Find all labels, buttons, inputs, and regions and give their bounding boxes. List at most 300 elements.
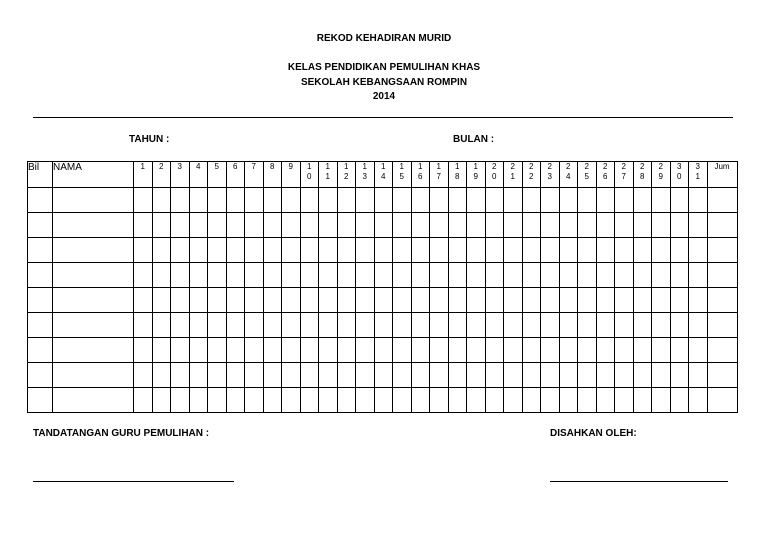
day-digit: 4 [381,172,386,181]
attendance-cell [282,263,301,288]
attendance-cell [337,263,356,288]
attendance-cell [522,288,541,313]
attendance-cell [430,263,449,288]
attendance-cell [319,363,338,388]
attendance-cell [448,213,467,238]
attendance-cell [152,288,171,313]
attendance-cell [689,363,708,388]
attendance-cell [689,238,708,263]
attendance-cell [522,238,541,263]
attendance-cell [356,213,375,238]
attendance-cell [189,263,208,288]
attendance-cell [226,238,245,263]
bil-cell [28,388,53,413]
day-digit: 5 [584,172,589,181]
attendance-cell [356,188,375,213]
attendance-cell [689,188,708,213]
attendance-cell [393,263,412,288]
attendance-cell [411,188,430,213]
attendance-cell [263,213,282,238]
attendance-cell [374,288,393,313]
attendance-cell [134,263,153,288]
attendance-cell [152,263,171,288]
attendance-cell [670,188,689,213]
day-digit: 2 [603,162,608,171]
attendance-cell [633,363,652,388]
attendance-cell [522,313,541,338]
attendance-cell [504,313,523,338]
attendance-cell [485,238,504,263]
attendance-cell [689,313,708,338]
column-header-day [504,162,523,188]
attendance-cell [152,313,171,338]
attendance-cell [337,213,356,238]
bil-cell [28,238,53,263]
table-row [28,263,738,288]
day-digit: 1 [307,162,312,171]
attendance-cell [300,288,319,313]
day-digit: 1 [399,162,404,171]
attendance-cell [411,213,430,238]
attendance-cell [189,288,208,313]
attendance-cell [559,388,578,413]
year: 2014 [372,91,396,102]
attendance-cell [578,363,597,388]
attendance-cell [356,338,375,363]
attendance-cell [374,213,393,238]
attendance-cell [467,263,486,288]
column-header-day [171,162,190,188]
attendance-cell [485,338,504,363]
day-digit: 6 [418,172,423,181]
day-digit: 8 [640,172,645,181]
day-digit: 7 [436,172,441,181]
attendance-cell [633,238,652,263]
attendance-cell [522,338,541,363]
column-header-day [522,162,541,188]
bil-cell [28,338,53,363]
attendance-cell [485,188,504,213]
attendance-cell [171,363,190,388]
attendance-cell [208,238,227,263]
attendance-cell [522,188,541,213]
day-digit: 1 [325,172,330,181]
jumlah-cell [707,188,737,213]
attendance-cell [337,288,356,313]
attendance-cell [245,388,264,413]
column-header-day [356,162,375,188]
day-digit: 3 [677,162,682,171]
day-digit: 6 [233,162,238,171]
attendance-cell [541,313,560,338]
column-header-day [448,162,467,188]
attendance-cell [670,313,689,338]
attendance-cell [411,313,430,338]
column-header-day [189,162,208,188]
attendance-cell [374,388,393,413]
attendance-cell [559,188,578,213]
attendance-cell [300,213,319,238]
attendance-cell [282,388,301,413]
attendance-cell [356,313,375,338]
attendance-cell [411,288,430,313]
attendance-cell [504,238,523,263]
attendance-cell [615,238,634,263]
attendance-cell [356,238,375,263]
attendance-cell [189,313,208,338]
attendance-cell [633,188,652,213]
attendance-cell [578,263,597,288]
jumlah-cell [707,263,737,288]
attendance-cell [652,363,671,388]
attendance-cell [485,213,504,238]
column-header-day [467,162,486,188]
day-digit: 6 [603,172,608,181]
header-divider [33,117,733,118]
attendance-cell [559,263,578,288]
attendance-cell [337,363,356,388]
attendance-cell [559,338,578,363]
attendance-cell [356,363,375,388]
attendance-cell [134,338,153,363]
attendance-cell [615,213,634,238]
attendance-cell [282,363,301,388]
day-digit: 0 [677,172,682,181]
attendance-cell [430,388,449,413]
day-digit: 1 [510,172,515,181]
attendance-cell [504,288,523,313]
attendance-cell [596,213,615,238]
attendance-cell [226,313,245,338]
attendance-cell [208,188,227,213]
attendance-cell [448,363,467,388]
day-digit: 2 [344,172,349,181]
attendance-cell [430,188,449,213]
attendance-cell [467,338,486,363]
attendance-cell [300,388,319,413]
attendance-cell [430,363,449,388]
attendance-cell [134,238,153,263]
attendance-cell [633,388,652,413]
attendance-cell [152,238,171,263]
nama-cell [53,388,134,413]
attendance-cell [171,288,190,313]
attendance-cell [152,188,171,213]
day-digit: 1 [436,162,441,171]
attendance-cell [430,288,449,313]
attendance-cell [522,388,541,413]
attendance-cell [208,288,227,313]
attendance-cell [504,363,523,388]
attendance-cell [652,213,671,238]
attendance-cell [171,263,190,288]
attendance-cell [411,338,430,363]
attendance-cell [504,388,523,413]
attendance-cell [245,238,264,263]
column-header-day [559,162,578,188]
attendance-cell [263,338,282,363]
attendance-cell [615,263,634,288]
attendance-cell [578,238,597,263]
attendance-cell [615,363,634,388]
attendance-cell [374,263,393,288]
attendance-cell [541,263,560,288]
attendance-cell [282,238,301,263]
attendance-cell [393,363,412,388]
attendance-cell [411,363,430,388]
table-row [28,288,738,313]
jumlah-cell [707,363,737,388]
attendance-cell [319,188,338,213]
attendance-cell [208,213,227,238]
day-digit: 4 [196,162,201,171]
day-digit: 1 [381,162,386,171]
attendance-cell [171,213,190,238]
day-digit: 1 [418,162,423,171]
day-digit: 2 [510,162,515,171]
attendance-cell [411,238,430,263]
attendance-cell [171,388,190,413]
day-digit: 2 [529,162,534,171]
attendance-cell [134,313,153,338]
attendance-cell [134,363,153,388]
attendance-cell [689,338,708,363]
day-digit: 3 [362,172,367,181]
nama-cell [53,238,134,263]
column-header-day [652,162,671,188]
attendance-cell [337,338,356,363]
attendance-cell [393,288,412,313]
attendance-cell [226,288,245,313]
day-digit: 0 [492,172,497,181]
attendance-cell [485,313,504,338]
column-header-nama: NAMA [53,162,134,188]
attendance-cell [652,288,671,313]
attendance-cell [300,363,319,388]
attendance-cell [393,338,412,363]
attendance-cell [393,238,412,263]
attendance-cell [152,363,171,388]
day-digit: 8 [455,172,460,181]
approved-by-label: DISAHKAN OLEH: [550,428,637,439]
attendance-cell [411,263,430,288]
nama-cell [53,213,134,238]
attendance-cell [633,213,652,238]
day-digit: 2 [529,172,534,181]
attendance-cell [670,388,689,413]
attendance-cell [393,313,412,338]
attendance-cell [356,288,375,313]
attendance-cell [152,213,171,238]
day-digit: 1 [473,162,478,171]
class-name: KELAS PENDIDIKAN PEMULIHAN KHAS [287,62,481,73]
table-header-row [28,162,738,188]
attendance-cell [134,213,153,238]
attendance-cell [171,188,190,213]
column-header-day [670,162,689,188]
attendance-cell [189,363,208,388]
table-row [28,388,738,413]
bil-cell [28,313,53,338]
column-header-day [263,162,282,188]
attendance-cell [319,388,338,413]
attendance-cell [171,238,190,263]
day-digit: 1 [695,172,700,181]
bil-cell [28,288,53,313]
column-header-day [633,162,652,188]
attendance-cell [134,388,153,413]
day-digit: 4 [566,172,571,181]
attendance-cell [208,338,227,363]
attendance-cell [374,188,393,213]
attendance-cell [208,388,227,413]
attendance-cell [134,288,153,313]
column-header-day [245,162,264,188]
attendance-cell [596,388,615,413]
jumlah-cell [707,338,737,363]
attendance-cell [596,263,615,288]
attendance-cell [263,288,282,313]
attendance-cell [282,213,301,238]
column-header-day [300,162,319,188]
table-row [28,238,738,263]
attendance-cell [689,213,708,238]
attendance-cell [393,388,412,413]
attendance-cell [245,338,264,363]
day-digit: 9 [288,162,293,171]
attendance-cell [485,388,504,413]
jumlah-cell [707,313,737,338]
attendance-cell [245,288,264,313]
attendance-cell [670,363,689,388]
attendance-cell [670,238,689,263]
attendance-cell [430,213,449,238]
attendance-cell [467,238,486,263]
attendance-cell [578,288,597,313]
school-name: SEKOLAH KEBANGSAAN ROMPIN [300,77,468,88]
attendance-cell [189,388,208,413]
attendance-cell [300,238,319,263]
column-header-day [319,162,338,188]
attendance-cell [559,288,578,313]
attendance-cell [374,338,393,363]
attendance-cell [319,263,338,288]
attendance-cell [430,338,449,363]
attendance-cell [448,238,467,263]
attendance-cell [448,288,467,313]
attendance-cell [448,388,467,413]
attendance-cell [467,288,486,313]
attendance-cell [596,338,615,363]
nama-cell [53,363,134,388]
day-digit: 3 [547,172,552,181]
day-digit: 9 [658,172,663,181]
attendance-cell [189,188,208,213]
attendance-cell [300,263,319,288]
tahun-label: TAHUN : [129,134,170,145]
attendance-cell [652,388,671,413]
attendance-cell [245,313,264,338]
column-header-day [208,162,227,188]
teacher-signature-line [33,481,234,482]
attendance-cell [263,238,282,263]
attendance-cell [689,388,708,413]
column-header-day [134,162,153,188]
attendance-cell [596,238,615,263]
attendance-cell [541,238,560,263]
attendance-cell [578,388,597,413]
attendance-cell [541,363,560,388]
column-header-day [430,162,449,188]
attendance-cell [652,313,671,338]
approver-signature-line [550,481,728,482]
attendance-cell [300,338,319,363]
attendance-cell [504,263,523,288]
attendance-cell [263,263,282,288]
attendance-cell [319,213,338,238]
attendance-cell [559,213,578,238]
attendance-cell [245,213,264,238]
attendance-cell [208,363,227,388]
attendance-cell [559,313,578,338]
bil-cell [28,263,53,288]
attendance-cell [245,188,264,213]
day-digit: 1 [325,162,330,171]
attendance-cell [633,338,652,363]
attendance-cell [596,363,615,388]
attendance-cell [393,213,412,238]
column-header-day [689,162,708,188]
attendance-cell [670,213,689,238]
attendance-cell [633,263,652,288]
attendance-cell [226,263,245,288]
attendance-cell [337,313,356,338]
attendance-cell [485,263,504,288]
jumlah-cell [707,238,737,263]
attendance-cell [152,388,171,413]
attendance-cell [615,288,634,313]
day-digit: 0 [307,172,312,181]
column-header-jumlah: Jum [707,162,737,188]
bulan-label: BULAN : [453,134,495,145]
day-digit: 1 [455,162,460,171]
table-row [28,213,738,238]
attendance-cell [633,313,652,338]
table-row [28,188,738,213]
attendance-cell [485,363,504,388]
attendance-cell [337,388,356,413]
attendance-cell [541,388,560,413]
table-row [28,338,738,363]
column-header-day [393,162,412,188]
nama-cell [53,313,134,338]
day-digit: 2 [159,162,164,171]
attendance-cell [485,288,504,313]
attendance-cell [652,238,671,263]
attendance-cell [208,313,227,338]
attendance-cell [615,388,634,413]
column-header-day [337,162,356,188]
bil-cell [28,188,53,213]
attendance-cell [282,313,301,338]
table-body [28,188,738,413]
column-header-day [411,162,430,188]
attendance-cell [541,188,560,213]
day-digit: 2 [621,162,626,171]
attendance-cell [467,363,486,388]
attendance-cell [448,263,467,288]
attendance-cell [226,388,245,413]
